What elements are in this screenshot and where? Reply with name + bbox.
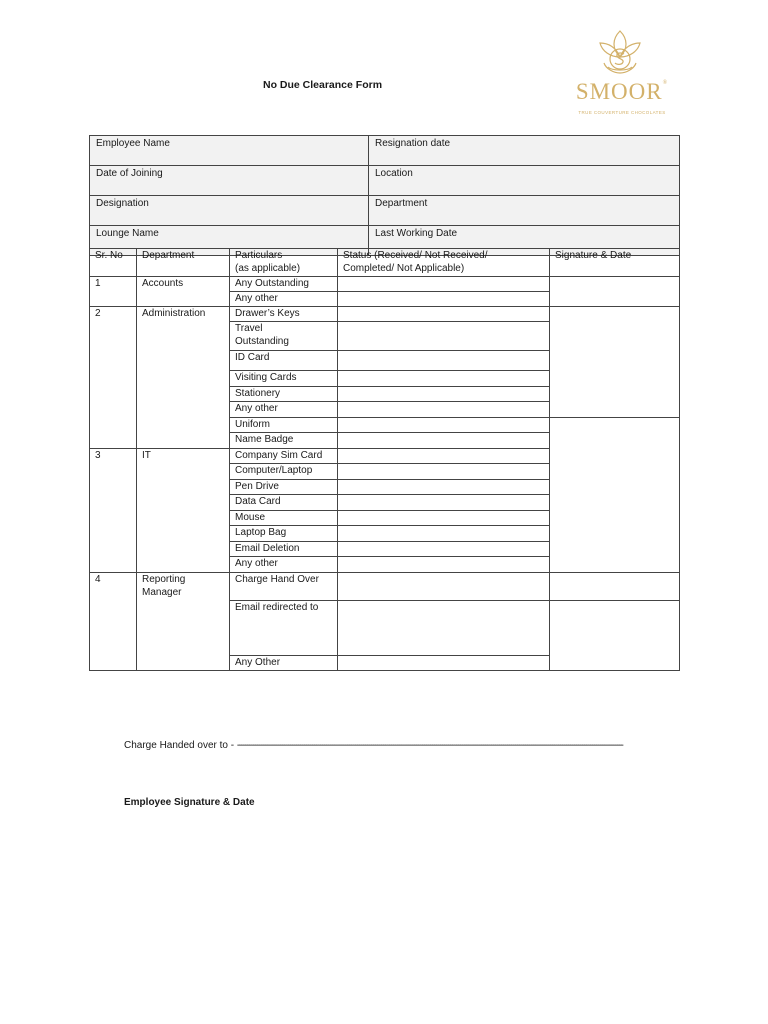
- particular-item: Charge Hand Over: [230, 573, 338, 601]
- signature-cell[interactable]: [550, 573, 680, 601]
- date-of-joining-field[interactable]: Date of Joining: [90, 166, 369, 196]
- department-accounts: Accounts: [137, 277, 230, 307]
- particular-item: Data Card: [230, 495, 338, 511]
- designation-field[interactable]: Designation: [90, 196, 369, 226]
- particular-item: Name Badge: [230, 433, 338, 449]
- status-cell[interactable]: [338, 387, 550, 402]
- department-it: IT: [137, 449, 230, 573]
- brand-name: SMOOR®: [575, 79, 669, 104]
- particular-item: Any Outstanding: [230, 277, 338, 292]
- status-cell[interactable]: [338, 464, 550, 480]
- sr-no-4: 4: [90, 573, 137, 671]
- employee-info-table: [89, 135, 680, 256]
- signature-cell[interactable]: [550, 601, 680, 671]
- particular-item: Uniform: [230, 418, 338, 433]
- particular-item: Company Sim Card: [230, 449, 338, 464]
- particular-item: Computer/Laptop: [230, 464, 338, 480]
- header-particulars: Particulars (as applicable): [230, 249, 338, 277]
- signature-cell[interactable]: [550, 307, 680, 418]
- particular-item: ID Card: [230, 351, 338, 371]
- form-title: No Due Clearance Form: [263, 79, 383, 91]
- status-cell[interactable]: [338, 542, 550, 557]
- status-cell[interactable]: [338, 656, 550, 671]
- header-status: Status (Received/ Not Received/ Completed/ Not Applicable): [338, 249, 550, 277]
- sr-no-2: 2: [90, 307, 137, 449]
- status-cell[interactable]: [338, 402, 550, 418]
- particular-item: Any Other: [230, 656, 338, 671]
- signature-cell[interactable]: [550, 418, 680, 573]
- status-cell[interactable]: [338, 292, 550, 307]
- status-cell[interactable]: [338, 277, 550, 292]
- particular-item: Mouse: [230, 511, 338, 526]
- department-reporting-manager: Reporting Manager: [137, 573, 230, 671]
- particular-item: Drawer’s Keys: [230, 307, 338, 322]
- employee-signature-label: Employee Signature & Date: [124, 797, 255, 808]
- charge-handed-over-label: Charge Handed over to -: [124, 740, 235, 751]
- particular-item: Visiting Cards: [230, 371, 338, 387]
- particular-item: Travel Outstanding: [230, 322, 338, 351]
- status-cell[interactable]: [338, 480, 550, 495]
- resignation-date-field[interactable]: Resignation date: [369, 136, 680, 166]
- charge-handed-over-line[interactable]: [124, 740, 623, 751]
- location-field[interactable]: Location: [369, 166, 680, 196]
- department-administration: Administration: [137, 307, 230, 449]
- status-cell[interactable]: [338, 307, 550, 322]
- table-row: [90, 307, 680, 322]
- particular-item: Pen Drive: [230, 480, 338, 495]
- status-cell[interactable]: [338, 526, 550, 542]
- employee-name-field[interactable]: Employee Name: [90, 136, 369, 166]
- header-sr-no: Sr. No: [90, 249, 137, 277]
- department-field[interactable]: Department: [369, 196, 680, 226]
- sr-no-1: 1: [90, 277, 137, 307]
- signature-cell[interactable]: [550, 277, 680, 307]
- status-cell[interactable]: [338, 433, 550, 449]
- status-cell[interactable]: [338, 371, 550, 387]
- clearance-table: [89, 248, 680, 671]
- sr-no-3: 3: [90, 449, 137, 573]
- particular-item: Stationery: [230, 387, 338, 402]
- table-row: [90, 573, 680, 601]
- lounge-name-field[interactable]: Lounge Name: [90, 226, 369, 256]
- table-row: [90, 277, 680, 292]
- status-cell[interactable]: [338, 601, 550, 656]
- status-cell[interactable]: [338, 573, 550, 601]
- particular-item: Email redirected to: [230, 601, 338, 656]
- particular-item: Any other: [230, 402, 338, 418]
- table-header-row: [90, 249, 680, 277]
- particular-item: Email Deletion: [230, 542, 338, 557]
- particular-item: Laptop Bag: [230, 526, 338, 542]
- header-department: Department: [137, 249, 230, 277]
- status-cell[interactable]: [338, 322, 550, 351]
- brand-tagline: TRUE COUVERTURE CHOCOLATES: [578, 110, 666, 115]
- status-cell[interactable]: [338, 511, 550, 526]
- status-cell[interactable]: [338, 418, 550, 433]
- status-cell[interactable]: [338, 557, 550, 573]
- last-working-date-field[interactable]: Last Working Date: [369, 226, 680, 256]
- charge-handed-over-blank[interactable]: ----------------------------------------------------------------------------------------------------------------------------------------------------------------------------------------------: [236, 740, 623, 751]
- particular-item: Any other: [230, 292, 338, 307]
- status-cell[interactable]: [338, 351, 550, 371]
- smoor-logo: [562, 27, 678, 119]
- lotus-emblem-icon: [594, 27, 646, 79]
- particular-item: Any other: [230, 557, 338, 573]
- status-cell[interactable]: [338, 449, 550, 464]
- header-signature: Signature & Date: [550, 249, 680, 277]
- status-cell[interactable]: [338, 495, 550, 511]
